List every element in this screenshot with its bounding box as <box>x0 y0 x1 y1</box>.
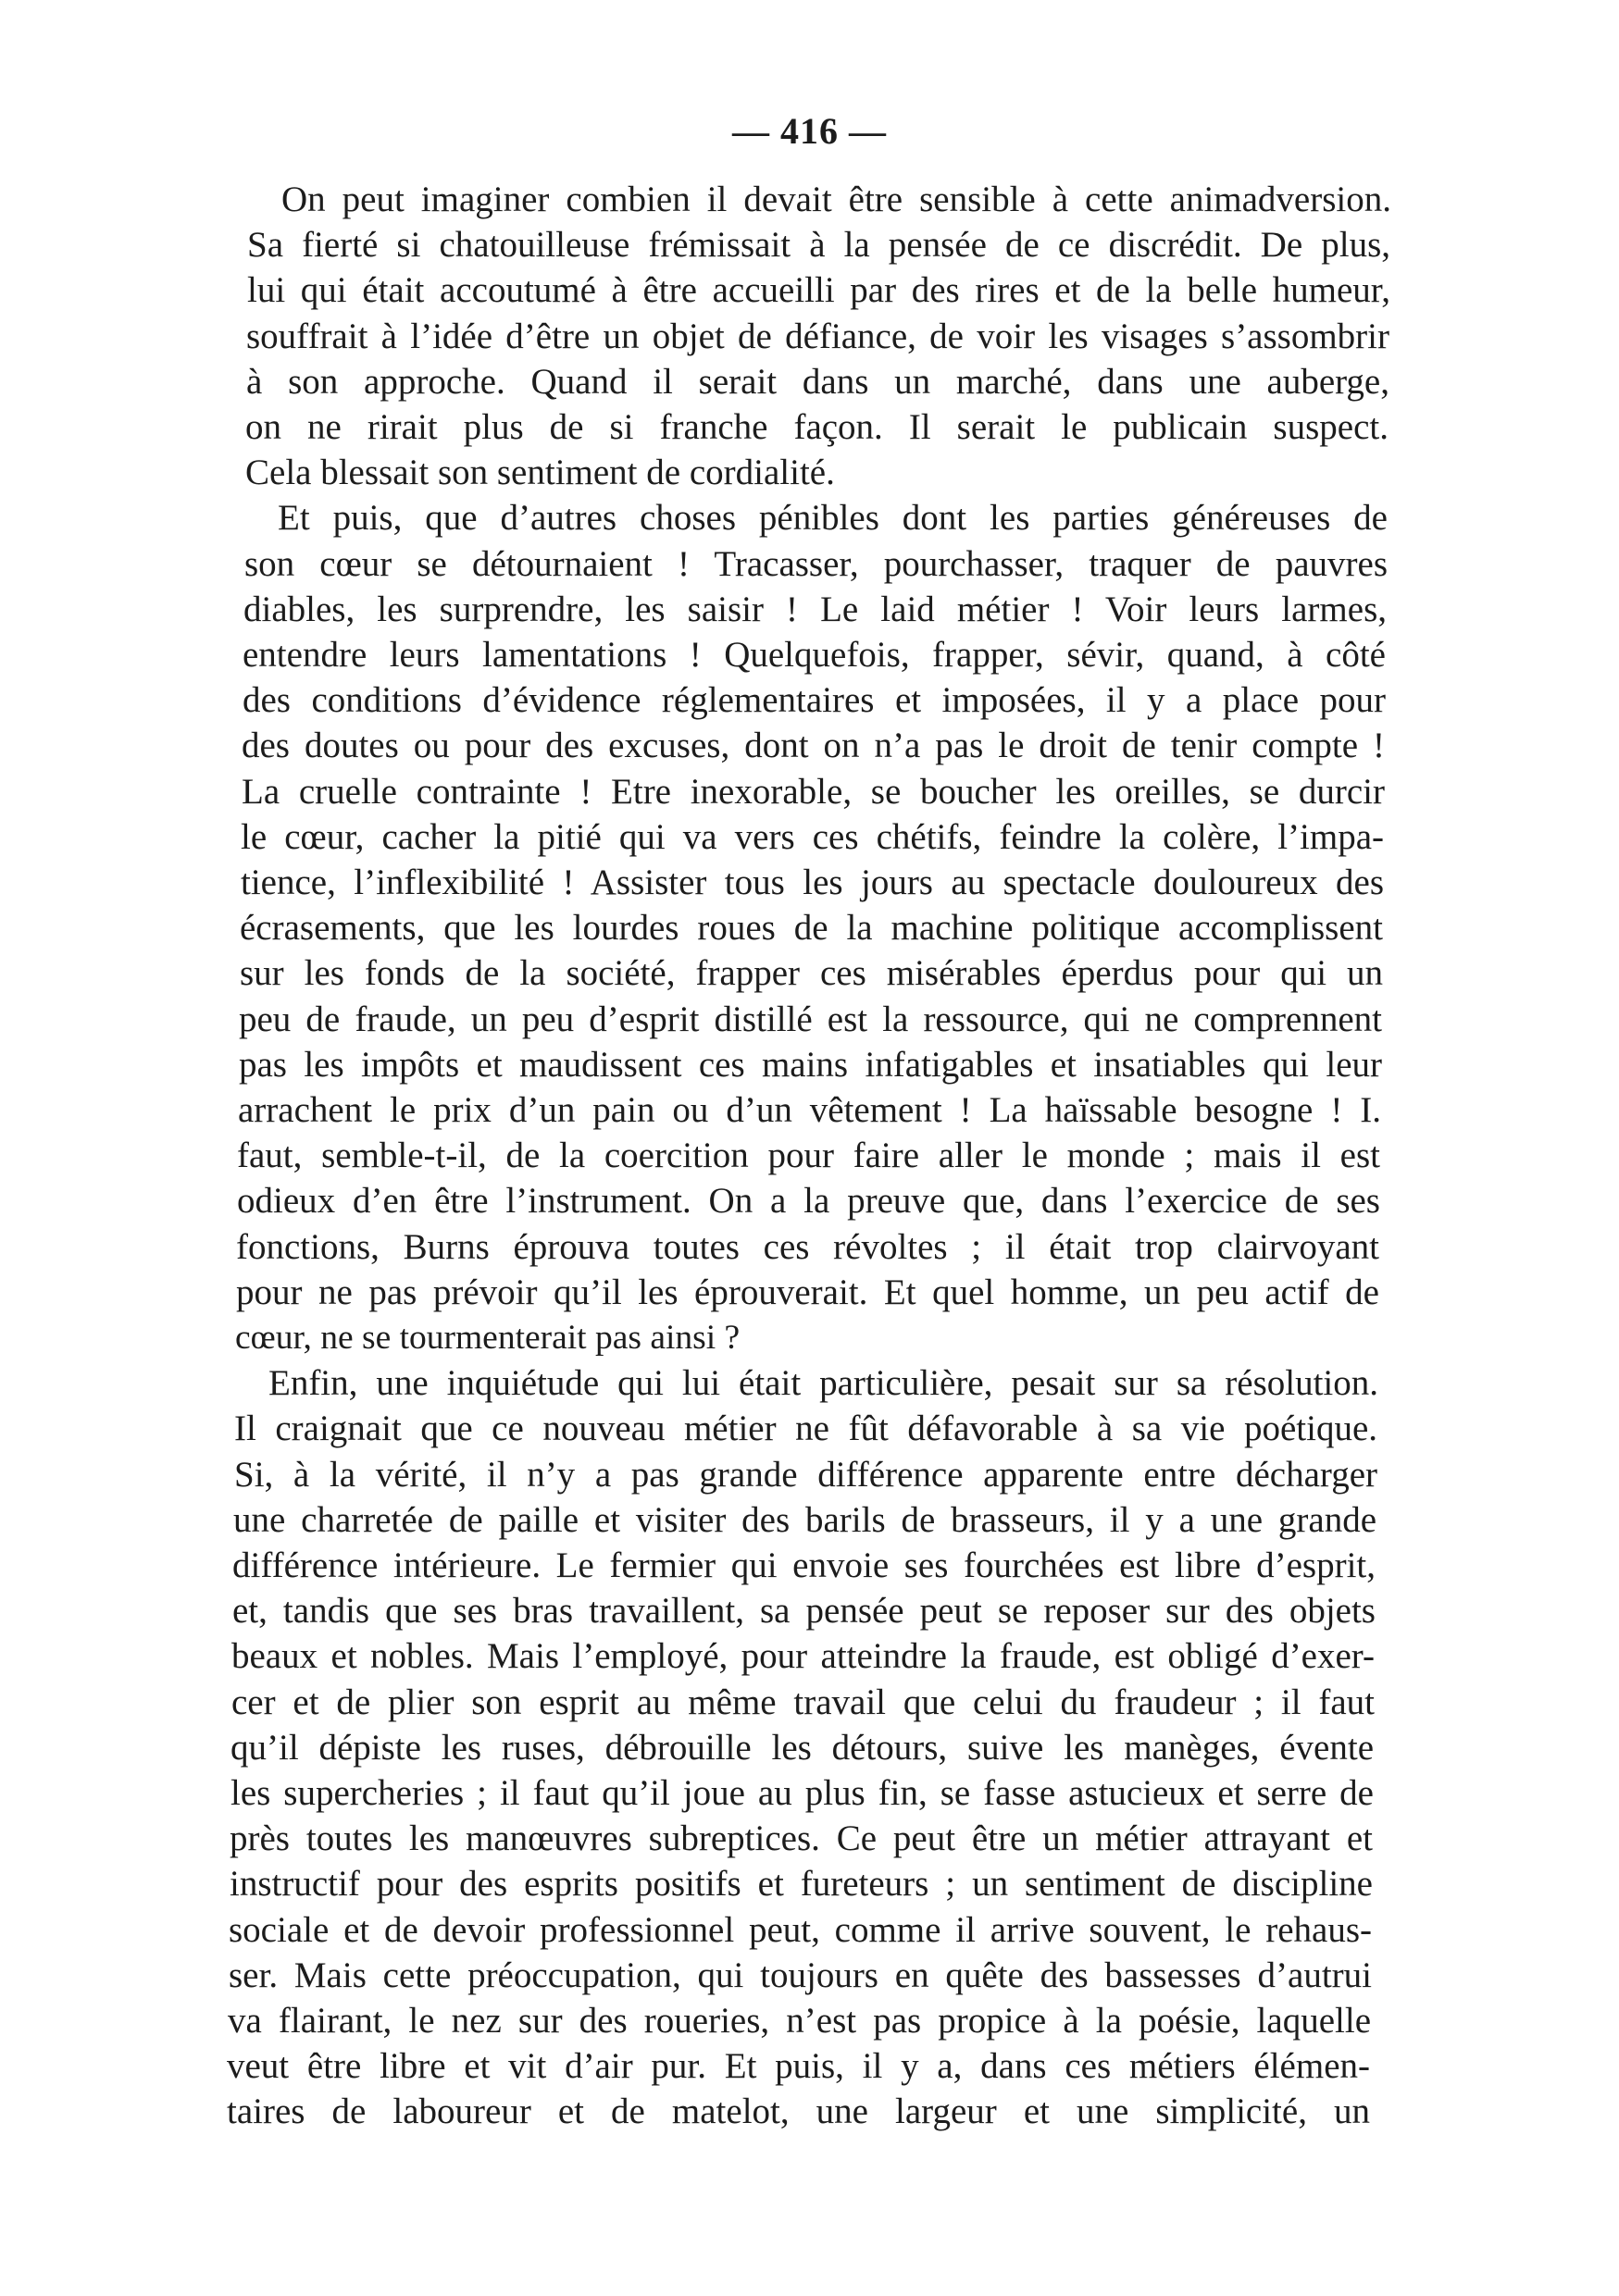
text-line: beaux et nobles. Mais l’employé, pour atteindre la fraude, est obligé d’exer- <box>231 1636 1375 1676</box>
text-line: faut, semble-t-il, de la coercition pour faire aller le monde ; mais il est <box>237 1136 1380 1175</box>
text-line: On peut imaginer combien il devait être sensible à cette animadversion. <box>281 180 1391 219</box>
text-line: va flairant, le nez sur des roueries, n’est pas propice à la poésie, laquelle <box>228 2001 1371 2041</box>
text-line: différence intérieure. Le fermier qui envoie ses fourchées est libre d’esprit, <box>232 1545 1376 1585</box>
text-line: cœur, ne se tourmenterait pas ainsi ? <box>235 1319 741 1357</box>
text-line: ser. Mais cette préoccupation, qui toujours en quête des bassesses d’autrui <box>229 1955 1372 1995</box>
text-line: près toutes les manœuvres subreptices. Ce peut être un métier attrayant et <box>230 1818 1373 1858</box>
text-line: lui qui était accoutumé à être accueilli par des rires et de la belle humeur, <box>247 270 1390 310</box>
text-line: Enfin, une inquiétude qui lui était particulière, pesait sur sa résolution. <box>268 1363 1378 1403</box>
text-line: le cœur, cacher la pitié qui va vers ces chétifs, feindre la colère, l’impa- <box>241 817 1384 857</box>
text-line: et, tandis que ses bras travaillent, sa pensée peut se reposer sur des objets <box>232 1591 1376 1631</box>
text-line: fonctions, Burns éprouva toutes ces révoltes ; il était trop clairvoyant <box>236 1227 1379 1267</box>
text-line: Et puis, que d’autres choses pénibles dont les parties généreuses de <box>278 498 1388 538</box>
text-line: des conditions d’évidence réglementaires et imposées, il y a place pour <box>243 680 1386 720</box>
text-line: instructif pour des esprits positifs et fureteurs ; un sentiment de discipline <box>230 1864 1373 1904</box>
text-line: odieux d’en être l’instrument. On a la preuve que, dans l’exercice de ses <box>237 1181 1380 1221</box>
text-line: qu’il dépiste les ruses, débrouille les détours, suive les manèges, évente <box>230 1728 1374 1768</box>
text-line: à son approche. Quand il serait dans un marché, dans une auberge, <box>246 362 1389 402</box>
text-line: écrasements, que les lourdes roues de la machine politique accomplissent <box>240 908 1383 948</box>
text-line: tience, l’inflexibilité ! Assister tous les jours au spectacle douloureux des <box>241 863 1384 902</box>
text-line: son cœur se détournaient ! Tracasser, pourchasser, traquer de pauvres <box>244 544 1388 584</box>
text-line: Si, à la vérité, il n’y a pas grande différence apparente entre décharger <box>234 1455 1377 1495</box>
text-line: Sa fierté si chatouilleuse frémissait à la pensée de ce discrédit. De plus, <box>247 225 1390 265</box>
text-line: La cruelle contrainte ! Etre inexorable, se boucher les oreilles, se durcir <box>242 772 1385 812</box>
text-line: les supercheries ; il faut qu’il joue au plus fin, se fasse astucieux et serre de <box>230 1773 1374 1813</box>
text-line: peu de fraude, un peu d’esprit distillé est la ressource, qui ne comprennent <box>239 999 1382 1039</box>
text-line: sociale et de devoir professionnel peut, comme il arrive souvent, le rehaus- <box>229 1910 1372 1950</box>
text-line: entendre leurs lamentations ! Quelquefois, frapper, sévir, quand, à côté <box>243 635 1386 675</box>
text-line: veut être libre et vit d’air pur. Et puis, il y a, dans ces métiers élémen- <box>227 2046 1370 2086</box>
text-line: Il craignait que ce nouveau métier ne fût défavorable à sa vie poétique. <box>234 1409 1377 1448</box>
text-line: arrachent le prix d’un pain ou d’un vêtement ! La haïssable besogne ! I. <box>238 1090 1381 1130</box>
page-number: — 416 — <box>732 110 887 152</box>
text-line: Cela blessait son sentiment de cordialité. <box>245 453 835 492</box>
text-line: taires de laboureur et de matelot, une largeur et une simplicité, un <box>227 2091 1370 2131</box>
text-line: une charretée de paille et visiter des barils de brasseurs, il y a une grande <box>233 1500 1376 1540</box>
text-line: diables, les surprendre, les saisir ! Le laid métier ! Voir leurs larmes, <box>243 590 1387 629</box>
text-line: des doutes ou pour des excuses, dont on n’a pas le droit de tenir compte ! <box>242 726 1385 765</box>
text-line: sur les fonds de la société, frapper ces misérables éperdus pour qui un <box>240 953 1383 993</box>
text-line: pas les impôts et maudissent ces mains infatigables et insatiables qui leur <box>239 1045 1382 1085</box>
text-line: souffrait à l’idée d’être un objet de défiance, de voir les visages s’assombrir <box>246 316 1389 356</box>
text-line: cer et de plier son esprit au même travail que celui du fraudeur ; il faut <box>231 1682 1375 1722</box>
text-line: pour ne pas prévoir qu’il les éprouverait. Et quel homme, un peu actif de <box>236 1272 1379 1312</box>
text-line: on ne rirait plus de si franche façon. Il serait le publicain suspect. <box>245 407 1389 447</box>
